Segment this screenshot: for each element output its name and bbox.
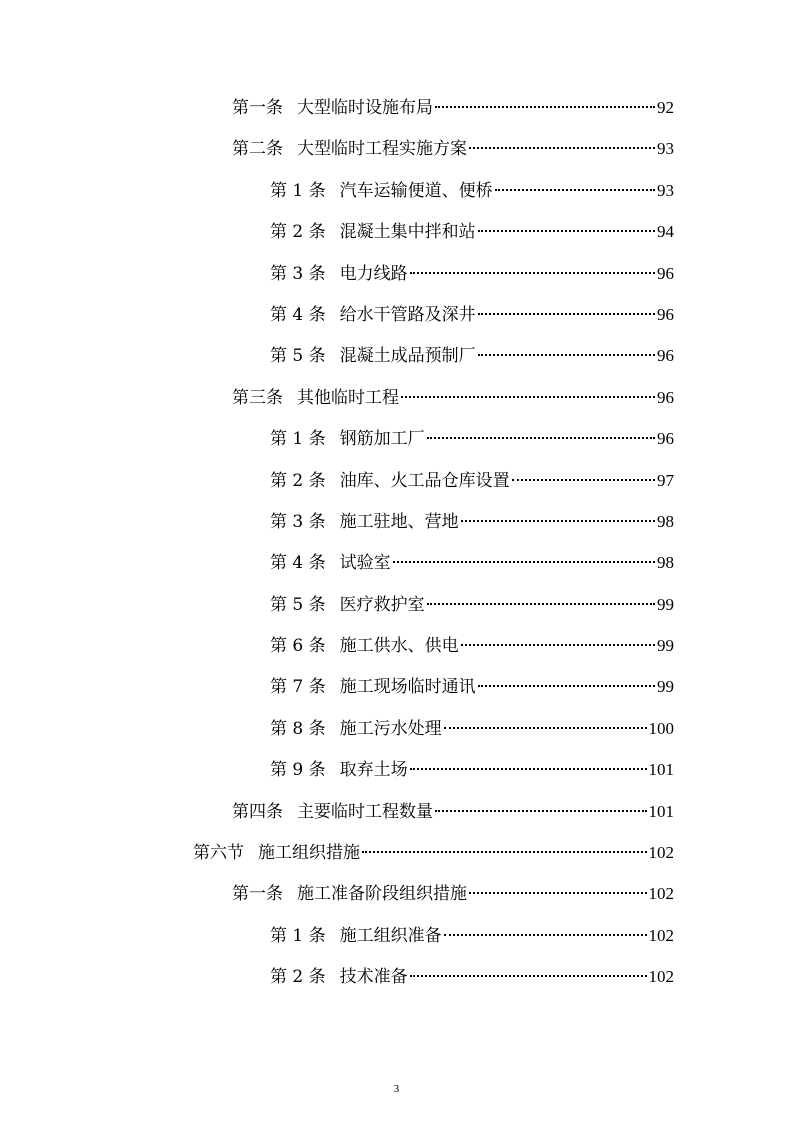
toc-entry-title: 汽车运输便道、便桥 <box>339 180 493 201</box>
dot-leader <box>444 727 647 729</box>
dot-leader <box>478 685 655 687</box>
toc-entry-page: 98 <box>657 553 674 573</box>
toc-entry-label <box>232 387 399 409</box>
dot-leader <box>469 892 647 894</box>
toc-entry-label <box>270 925 442 947</box>
toc-entry[interactable] <box>270 709 674 750</box>
toc-entry-title: 大型临时工程实施方案 <box>297 139 467 160</box>
toc-entry-page: 94 <box>657 222 674 242</box>
toc-entry[interactable] <box>270 502 674 543</box>
toc-entry-label <box>270 552 391 574</box>
dot-leader <box>393 561 655 563</box>
toc-entry-page: 99 <box>657 594 674 614</box>
toc-entry-number: 第 7 条 <box>270 677 326 698</box>
toc-entry-title: 其他临时工程 <box>297 387 399 408</box>
toc-entry-page: 102 <box>648 884 674 904</box>
toc-entry-label <box>270 263 408 285</box>
toc-entry-page: 98 <box>657 511 674 531</box>
dot-leader <box>469 147 655 149</box>
dot-leader <box>478 354 655 356</box>
toc-entry-page: 93 <box>657 139 674 159</box>
toc-entry-title: 施工供水、供电 <box>339 636 459 657</box>
toc-entry-number: 第 5 条 <box>270 346 326 367</box>
toc-entry[interactable] <box>232 129 674 170</box>
toc-entry-number: 第 4 条 <box>270 304 326 325</box>
page-number: 3 <box>393 1083 400 1095</box>
toc-entry-page: 96 <box>657 263 674 283</box>
toc-entry-label <box>270 304 476 326</box>
toc-entry-title: 混凝土集中拌和站 <box>339 222 476 243</box>
toc-entry-title: 取弃土场 <box>339 760 408 781</box>
toc-entry-number: 第 3 条 <box>270 511 326 532</box>
toc-entry-label <box>270 470 510 492</box>
toc-entry-title: 电力线路 <box>339 263 408 284</box>
toc-entry-number: 第六节 <box>193 843 244 864</box>
toc-entry-label <box>270 428 425 450</box>
toc-entry-title: 油库、火工品仓库设置 <box>339 470 510 491</box>
toc-entry-title: 主要临时工程数量 <box>297 801 433 822</box>
toc-entry-number: 第四条 <box>232 801 283 822</box>
toc-entry-number: 第 3 条 <box>270 263 326 284</box>
dot-leader <box>512 479 655 481</box>
toc-entry-page: 99 <box>657 677 674 697</box>
toc-entry-label <box>270 718 442 740</box>
toc-entry[interactable] <box>270 336 674 377</box>
toc-entry[interactable] <box>270 461 674 502</box>
dot-leader <box>410 272 655 274</box>
dot-leader <box>435 106 655 108</box>
toc-entry[interactable] <box>232 378 674 419</box>
toc-entry-label <box>232 883 467 905</box>
toc-entry[interactable] <box>270 419 674 460</box>
dot-leader <box>478 313 655 315</box>
toc-entry-number: 第 2 条 <box>270 967 326 988</box>
toc-entry[interactable] <box>232 792 674 833</box>
dot-leader <box>401 396 655 398</box>
toc-entry-title: 给水干管路及深井 <box>339 304 476 325</box>
dot-leader <box>461 644 655 646</box>
toc-entry[interactable] <box>270 254 674 295</box>
toc-entry[interactable] <box>193 833 674 874</box>
toc-entry-title: 施工组织措施 <box>258 843 360 864</box>
dot-leader <box>478 230 655 232</box>
toc-entry-label <box>270 635 459 657</box>
toc-entry-page: 96 <box>657 346 674 366</box>
dot-leader <box>435 810 647 812</box>
toc-entry-number: 第 2 条 <box>270 470 326 491</box>
toc-entry-page: 97 <box>657 470 674 490</box>
toc-entry[interactable] <box>270 750 674 791</box>
toc-entry-page: 101 <box>648 801 674 821</box>
toc-entry[interactable] <box>270 171 674 212</box>
toc-entry-number: 第一条 <box>232 884 283 905</box>
dot-leader <box>427 437 655 439</box>
toc-entry-label <box>270 180 493 202</box>
toc-entry-number: 第 9 条 <box>270 760 326 781</box>
dot-leader <box>461 520 655 522</box>
toc-entry-number: 第 4 条 <box>270 553 326 574</box>
dot-leader <box>410 768 647 770</box>
toc-entry-label <box>232 97 433 119</box>
toc-entry-page: 100 <box>648 718 674 738</box>
toc-entry-page: 96 <box>657 429 674 449</box>
dot-leader <box>362 851 647 853</box>
toc-entry[interactable] <box>270 212 674 253</box>
toc-entry-number: 第 2 条 <box>270 222 326 243</box>
toc-entry-number: 第 1 条 <box>270 180 326 201</box>
toc-entry-title: 技术准备 <box>339 967 408 988</box>
toc-entry-number: 第 8 条 <box>270 718 326 739</box>
toc-entry-number: 第一条 <box>232 98 283 118</box>
toc-entry-number: 第 1 条 <box>270 925 326 946</box>
toc-entry-label <box>270 221 476 243</box>
toc-entry-title: 钢筋加工厂 <box>339 429 425 450</box>
toc-entry-title: 施工组织准备 <box>339 925 442 946</box>
toc-entry-page: 99 <box>657 636 674 656</box>
toc-entry-title: 混凝土成品预制厂 <box>339 346 476 367</box>
toc-entry-label <box>270 966 408 988</box>
toc-entry-label <box>270 345 476 367</box>
toc-entry[interactable] <box>270 957 674 998</box>
toc-entry-title: 医疗救护室 <box>339 594 425 615</box>
toc-entry-label <box>193 842 360 864</box>
toc-entry-number: 第 6 条 <box>270 636 326 657</box>
toc-entry-title: 施工现场临时通讯 <box>339 677 476 698</box>
toc-entry[interactable] <box>270 295 674 336</box>
toc-entry-number: 第 5 条 <box>270 594 326 615</box>
toc-entry-title: 施工准备阶段组织措施 <box>297 884 467 905</box>
toc-entry-page: 92 <box>657 98 674 117</box>
toc-entry-page: 96 <box>657 387 674 407</box>
toc-entry[interactable] <box>232 874 674 915</box>
toc-entry[interactable] <box>270 667 674 708</box>
toc-entry-page: 96 <box>657 304 674 324</box>
toc-entry-page: 102 <box>648 967 674 987</box>
toc-entry-label <box>232 801 433 823</box>
dot-leader <box>427 603 655 605</box>
dot-leader <box>444 934 647 936</box>
toc-entry[interactable] <box>270 626 674 667</box>
toc-entry-number: 第 1 条 <box>270 429 326 450</box>
toc-entry-page: 101 <box>648 760 674 780</box>
toc-entry-page: 102 <box>648 925 674 945</box>
toc-entry-label <box>270 676 476 698</box>
toc-entry-page: 102 <box>648 843 674 863</box>
toc-entry-page: 93 <box>657 180 674 200</box>
table-of-contents <box>0 88 793 999</box>
toc-entry-label <box>270 759 408 781</box>
toc-entry-number: 第二条 <box>232 139 283 160</box>
toc-entry[interactable] <box>232 88 674 129</box>
toc-entry-label <box>270 594 425 616</box>
toc-entry-label <box>232 138 467 160</box>
toc-entry[interactable] <box>270 543 674 584</box>
toc-entry-number: 第三条 <box>232 387 283 408</box>
toc-entry-label <box>270 511 459 533</box>
dot-leader <box>495 189 655 191</box>
toc-entry[interactable] <box>270 916 674 957</box>
toc-entry-title: 试验室 <box>339 553 391 574</box>
toc-entry[interactable] <box>270 585 674 626</box>
toc-entry-title: 大型临时设施布局 <box>297 98 433 118</box>
toc-entry-title: 施工污水处理 <box>339 718 442 739</box>
dot-leader <box>410 975 647 977</box>
toc-entry-title: 施工驻地、营地 <box>339 511 459 532</box>
